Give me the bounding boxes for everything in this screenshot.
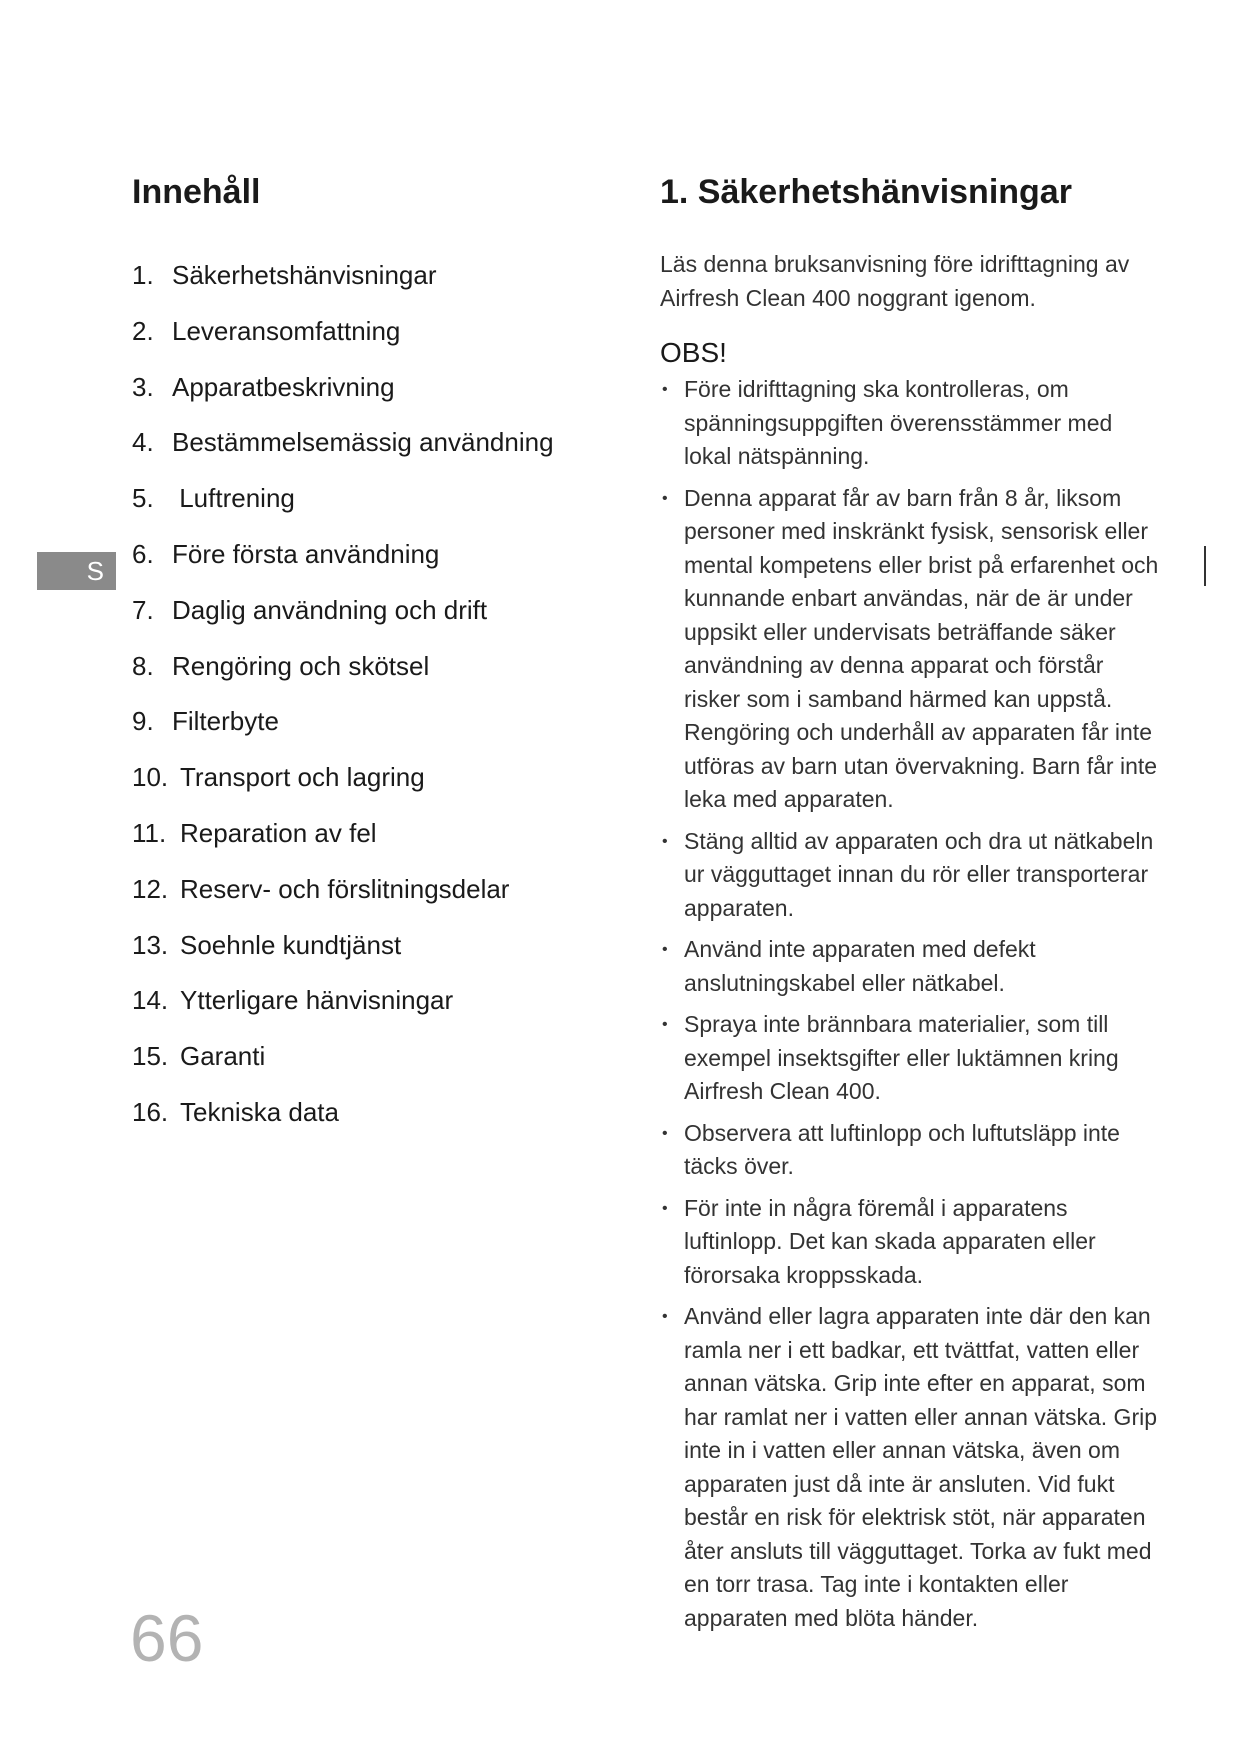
safety-section xyxy=(660,172,1160,1643)
bullet-dot-icon: • xyxy=(662,941,668,958)
toc-item-label: Reparation av fel xyxy=(180,817,377,848)
intro-paragraph: Läs denna bruksanvisning före idrifttagning av Airfresh Clean 400 noggrant igenom. xyxy=(660,251,1130,311)
toc-item-label: Bestämmelsemässig användning xyxy=(172,427,554,458)
section-title: 1. Säkerhetshänvisningar xyxy=(660,173,1072,211)
toc-item-label: Luftrening xyxy=(172,483,295,514)
safety-bullet-text: Observera att luftinlopp och luftutsläpp inte täcks över. xyxy=(684,1119,1120,1179)
toc-item xyxy=(132,481,554,537)
safety-bullet-text: Stäng alltid av apparaten och dra ut nätkabeln ur vägguttaget innan du rör eller transporterar apparaten. xyxy=(684,827,1154,921)
toc-item xyxy=(132,704,554,760)
bullet-dot-icon: • xyxy=(662,1016,668,1033)
safety-bullet xyxy=(660,1192,1160,1293)
toc-item-label: Reserv- och förslitningsdelar xyxy=(180,873,510,904)
toc-item xyxy=(132,425,554,481)
toc-item-number: 14. xyxy=(132,985,169,1016)
toc-item-number: 9. xyxy=(132,706,154,737)
bullet-dot-icon: • xyxy=(662,489,668,507)
toc-item-number: 3. xyxy=(132,371,154,402)
bullet-dot-icon: • xyxy=(662,381,668,398)
toc-item-number: 5. xyxy=(132,483,154,514)
toc-item xyxy=(132,983,554,1039)
toc-item-label: Filterbyte xyxy=(172,706,279,737)
toc-item xyxy=(132,314,554,370)
toc-item-number: 2. xyxy=(132,315,154,346)
safety-bullet-text: Spraya inte brännbara materialier, som till exempel insektsgifter eller luktämnen kring Airfresh Clean 400. xyxy=(684,1011,1119,1104)
toc-item xyxy=(132,370,554,426)
margin-mark xyxy=(1204,546,1206,586)
toc-item xyxy=(132,593,554,649)
toc-item-label: Ytterligare hänvisningar xyxy=(180,985,454,1016)
language-tab-label: S xyxy=(86,556,104,586)
safety-bullet-text: Före idrifttagning ska kontrolleras, om spänningsuppgiften överensstämmer med lokal nätspänning. xyxy=(684,376,1113,469)
toc-item-number: 1. xyxy=(132,260,154,290)
toc-item-label: Daglig användning och drift xyxy=(172,594,488,625)
safety-bullet xyxy=(660,1300,1160,1635)
toc-item-label: Soehnle kundtjänst xyxy=(180,929,402,960)
toc-item xyxy=(132,928,554,984)
toc-item xyxy=(132,1095,554,1151)
toc-item-label: Garanti xyxy=(180,1041,266,1072)
toc-item-label: Leveransomfattning xyxy=(172,315,401,346)
safety-bullet xyxy=(660,1008,1160,1109)
bullet-dot-icon: • xyxy=(662,832,668,850)
page-number: 66 xyxy=(130,1601,204,1675)
toc-title: Innehåll xyxy=(132,173,261,211)
safety-bullet-text: Denna apparat får av barn från 8 år, liksom personer med inskränkt fysisk, sensorisk eller mental kompetens eller brist på erfarenhet och kunnande enbart användas, när de är under uppsikt eller undervisats beträffande säker användning av denna apparat och förstår risker som i samband härmed kan uppstå. Rengöring och underhåll av apparaten får inte utföras av barn utan övervakning. Barn får inte leka med apparaten. xyxy=(684,484,1159,812)
toc-item-number: 16. xyxy=(132,1096,169,1127)
toc-item-number: 11. xyxy=(132,817,167,848)
toc-item-label: Apparatbeskrivning xyxy=(172,371,395,402)
toc-item-number: 7. xyxy=(132,594,154,625)
toc-item-label: Säkerhetshänvisningar xyxy=(172,260,437,290)
safety-bullet xyxy=(660,373,1160,474)
table-of-contents xyxy=(132,258,554,1151)
bullet-dot-icon: • xyxy=(662,1308,668,1325)
toc-item xyxy=(132,1039,554,1095)
toc-item xyxy=(132,537,554,593)
toc-item-label: Rengöring och skötsel xyxy=(172,650,430,681)
toc-item-label: Före första användning xyxy=(172,538,440,569)
safety-bullet xyxy=(660,933,1160,1000)
toc-item-number: 13. xyxy=(132,929,169,960)
toc-item-number: 15. xyxy=(132,1041,169,1072)
bullet-dot-icon: • xyxy=(662,1199,668,1217)
language-tab xyxy=(37,552,116,590)
safety-bullet xyxy=(660,1117,1160,1184)
toc-item-number: 8. xyxy=(132,650,154,681)
toc-item xyxy=(132,258,554,314)
toc-item xyxy=(132,649,554,705)
toc-item-number: 10. xyxy=(132,762,169,793)
safety-bullet-list xyxy=(660,373,1160,1635)
toc-item xyxy=(132,760,554,816)
toc-item-label: Tekniska data xyxy=(180,1096,339,1127)
toc-item-label: Transport och lagring xyxy=(180,762,425,793)
toc-item-number: 6. xyxy=(132,538,154,569)
safety-bullet xyxy=(660,482,1160,817)
safety-bullet-text: Använd eller lagra apparaten inte där den kan ramla ner i ett badkar, ett tvättfat, vatten eller annan vätska. Grip inte efter en apparat, som har ramlat ner i vatten eller annan vätska. Grip inte in i vatten eller annan vätska, även om apparaten just då inte är ansluten. Vid fukt består en risk för elektrisk stöt, när apparaten åter ansluts till vägguttaget. Torka av fukt med en torr trasa. Tag inte i kontakten eller apparaten med blöta händer. xyxy=(684,1303,1158,1631)
bullet-dot-icon: • xyxy=(662,1124,668,1142)
toc-item xyxy=(132,816,554,872)
toc-item xyxy=(132,872,554,928)
toc-item-number: 4. xyxy=(132,427,154,458)
toc-item-number: 12. xyxy=(132,873,169,904)
safety-bullet xyxy=(660,825,1160,926)
obs-heading: OBS! xyxy=(660,337,727,368)
safety-bullet-text: För inte in några föremål i apparatens luftinlopp. Det kan skada apparaten eller förorsaka kroppsskada. xyxy=(684,1194,1096,1288)
safety-bullet-text: Använd inte apparaten med defekt anslutningskabel eller nätkabel. xyxy=(684,936,1036,996)
